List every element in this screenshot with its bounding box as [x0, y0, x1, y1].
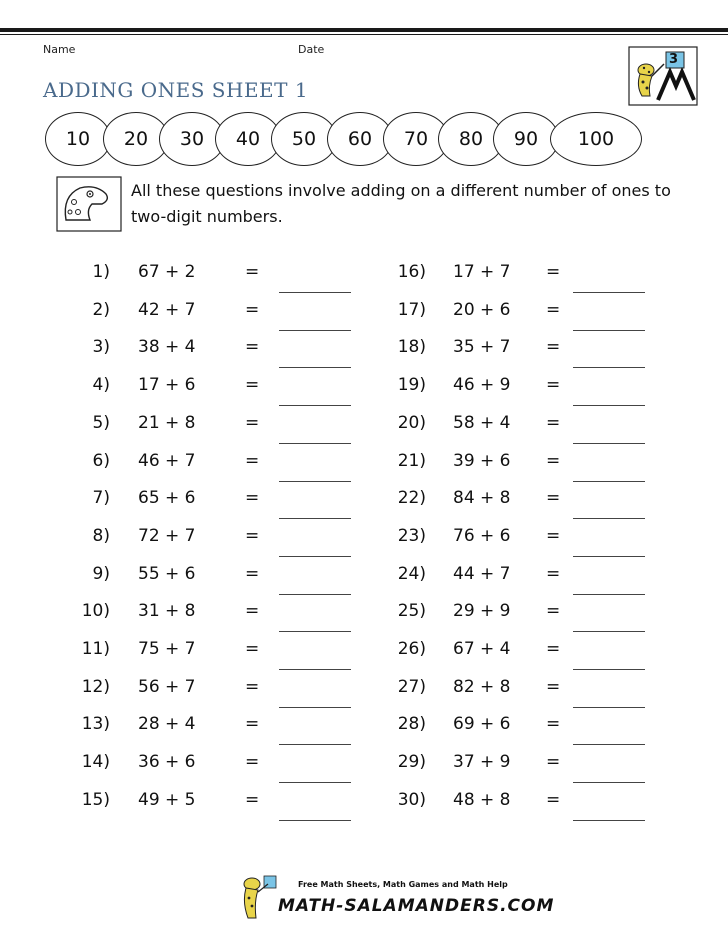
question-number: 13) — [81, 714, 110, 735]
footer-brand: MATH-SALAMANDERS.COM — [278, 896, 555, 916]
question-number: 24) — [397, 563, 426, 584]
oval-100: 100 — [550, 112, 642, 166]
equals-sign: = — [245, 262, 260, 282]
answer-blank[interactable] — [573, 405, 645, 406]
answer-blank[interactable] — [279, 367, 351, 368]
question-expression: 46 + 9 — [453, 375, 511, 396]
top-border-thin — [0, 34, 728, 35]
question-number: 7) — [92, 488, 110, 509]
oval-50: 50 — [271, 112, 337, 166]
question-expression: 17 + 6 — [138, 375, 196, 396]
answer-blank[interactable] — [573, 744, 645, 745]
question-number: 28) — [397, 714, 426, 735]
answer-blank[interactable] — [573, 820, 645, 821]
equals-sign: = — [546, 450, 561, 471]
question-expression: 76 + 6 — [453, 525, 511, 546]
question-expression: 44 + 7 — [453, 563, 511, 584]
question-number: 2) — [92, 299, 110, 320]
answer-blank[interactable] — [573, 782, 645, 783]
answer-blank[interactable] — [279, 594, 351, 595]
answer-blank[interactable] — [573, 367, 645, 368]
answer-blank[interactable] — [279, 669, 351, 670]
equals-sign: = — [245, 714, 260, 735]
question-expression: 72 + 7 — [138, 525, 196, 546]
equals-sign: = — [546, 412, 561, 433]
question-number: 20) — [397, 412, 426, 433]
question-expression: 31 + 8 — [138, 601, 196, 622]
answer-blank[interactable] — [279, 481, 351, 482]
question-number: 9) — [92, 563, 110, 584]
equals-sign: = — [245, 375, 260, 396]
question-expression: 37 + 9 — [453, 752, 511, 773]
answer-blank[interactable] — [279, 631, 351, 632]
equals-sign: = — [245, 450, 260, 471]
question-expression: 28 + 4 — [138, 714, 196, 735]
answer-blank[interactable] — [279, 330, 351, 331]
answer-blank[interactable] — [279, 405, 351, 406]
equals-sign: = — [546, 563, 561, 584]
question-number: 16) — [397, 262, 426, 282]
question-number: 15) — [81, 789, 110, 810]
answer-blank[interactable] — [573, 669, 645, 670]
question-expression: 56 + 7 — [138, 676, 196, 697]
question-expression: 58 + 4 — [453, 412, 511, 433]
question-number: 30) — [397, 789, 426, 810]
equals-sign: = — [245, 412, 260, 433]
oval-60: 60 — [327, 112, 393, 166]
tens-number-line — [45, 112, 645, 168]
answer-blank[interactable] — [573, 594, 645, 595]
equals-sign: = — [245, 601, 260, 622]
footer-salamander-icon — [238, 872, 278, 922]
equals-sign: = — [245, 299, 260, 320]
equals-sign: = — [546, 488, 561, 509]
equals-sign: = — [245, 752, 260, 773]
question-expression: 42 + 7 — [138, 299, 196, 320]
question-number: 27) — [397, 676, 426, 697]
date-label: Date — [298, 43, 325, 56]
salamander-logo — [628, 46, 698, 106]
equals-sign: = — [546, 789, 561, 810]
equals-sign: = — [546, 714, 561, 735]
question-number: 4) — [92, 375, 110, 396]
equals-sign: = — [245, 563, 260, 584]
question-expression: 36 + 6 — [138, 752, 196, 773]
question-number: 26) — [397, 639, 426, 659]
question-number: 18) — [397, 337, 426, 358]
question-expression: 55 + 6 — [138, 563, 196, 584]
answer-blank[interactable] — [279, 443, 351, 444]
equals-sign: = — [245, 789, 260, 810]
answer-blank[interactable] — [573, 330, 645, 331]
question-expression: 39 + 6 — [453, 450, 511, 471]
equals-sign: = — [245, 676, 260, 697]
equals-sign: = — [546, 262, 561, 282]
question-number: 11) — [81, 639, 110, 659]
equals-sign: = — [245, 639, 260, 659]
answer-blank[interactable] — [279, 292, 351, 293]
name-label: Name — [43, 43, 76, 56]
answer-blank[interactable] — [573, 556, 645, 557]
question-number: 21) — [397, 450, 426, 471]
answer-blank[interactable] — [279, 820, 351, 821]
answer-blank[interactable] — [279, 707, 351, 708]
oval-80: 80 — [438, 112, 504, 166]
question-expression: 46 + 7 — [138, 450, 196, 471]
equals-sign: = — [245, 488, 260, 509]
question-expression: 48 + 8 — [453, 789, 511, 810]
question-number: 6) — [92, 450, 110, 471]
oval-10: 10 — [45, 112, 111, 166]
top-border — [0, 28, 728, 32]
equals-sign: = — [546, 601, 561, 622]
question-number: 25) — [397, 601, 426, 622]
answer-blank[interactable] — [573, 292, 645, 293]
question-expression: 69 + 6 — [453, 714, 511, 735]
oval-40: 40 — [215, 112, 281, 166]
question-number: 10) — [81, 601, 110, 622]
answer-blank[interactable] — [279, 556, 351, 557]
question-expression: 49 + 5 — [138, 789, 196, 810]
question-expression: 38 + 4 — [138, 337, 196, 358]
question-number: 19) — [397, 375, 426, 396]
footer-tagline: Free Math Sheets, Math Games and Math Help — [298, 880, 508, 889]
logo-number: 3 — [669, 52, 679, 67]
salamander-head-icon — [56, 176, 122, 232]
equals-sign: = — [245, 337, 260, 358]
question-expression: 65 + 6 — [138, 488, 196, 509]
answer-blank[interactable] — [573, 481, 645, 482]
answer-blank[interactable] — [279, 744, 351, 745]
equals-sign: = — [546, 375, 561, 396]
equals-sign: = — [546, 337, 561, 358]
question-number: 3) — [92, 337, 110, 358]
oval-70: 70 — [383, 112, 449, 166]
equals-sign: = — [245, 525, 260, 546]
question-expression: 67 + 4 — [453, 639, 511, 659]
oval-90: 90 — [493, 112, 559, 166]
answer-blank[interactable] — [573, 443, 645, 444]
equals-sign: = — [546, 299, 561, 320]
question-number: 1) — [92, 262, 110, 282]
question-number: 22) — [397, 488, 426, 509]
equals-sign: = — [546, 639, 561, 659]
oval-30: 30 — [159, 112, 225, 166]
question-number: 8) — [92, 525, 110, 546]
instructions-text: All these questions involve adding on a different number of ones to two-digit numbers. — [131, 181, 671, 226]
question-expression: 82 + 8 — [453, 676, 511, 697]
question-expression: 17 + 7 — [453, 262, 511, 282]
question-expression: 20 + 6 — [453, 299, 511, 320]
equals-sign: = — [546, 525, 561, 546]
salamander-logo-icon — [628, 46, 698, 106]
footer-logo — [238, 872, 555, 924]
question-number: 5) — [92, 412, 110, 433]
answer-blank[interactable] — [279, 518, 351, 519]
oval-20: 20 — [103, 112, 169, 166]
question-expression: 75 + 7 — [138, 639, 196, 659]
question-number: 23) — [397, 525, 426, 546]
question-expression: 29 + 9 — [453, 601, 511, 622]
page-title: ADDING ONES SHEET 1 — [43, 78, 309, 102]
answer-blank[interactable] — [573, 631, 645, 632]
question-expression: 84 + 8 — [453, 488, 511, 509]
question-number: 14) — [81, 752, 110, 773]
equals-sign: = — [546, 752, 561, 773]
answer-blank[interactable] — [573, 707, 645, 708]
question-number: 12) — [81, 676, 110, 697]
question-number: 29) — [397, 752, 426, 773]
equals-sign: = — [546, 676, 561, 697]
question-expression: 67 + 2 — [138, 262, 196, 282]
question-expression: 21 + 8 — [138, 412, 196, 433]
question-expression: 35 + 7 — [453, 337, 511, 358]
question-number: 17) — [397, 299, 426, 320]
answer-blank[interactable] — [573, 518, 645, 519]
answer-blank[interactable] — [279, 782, 351, 783]
